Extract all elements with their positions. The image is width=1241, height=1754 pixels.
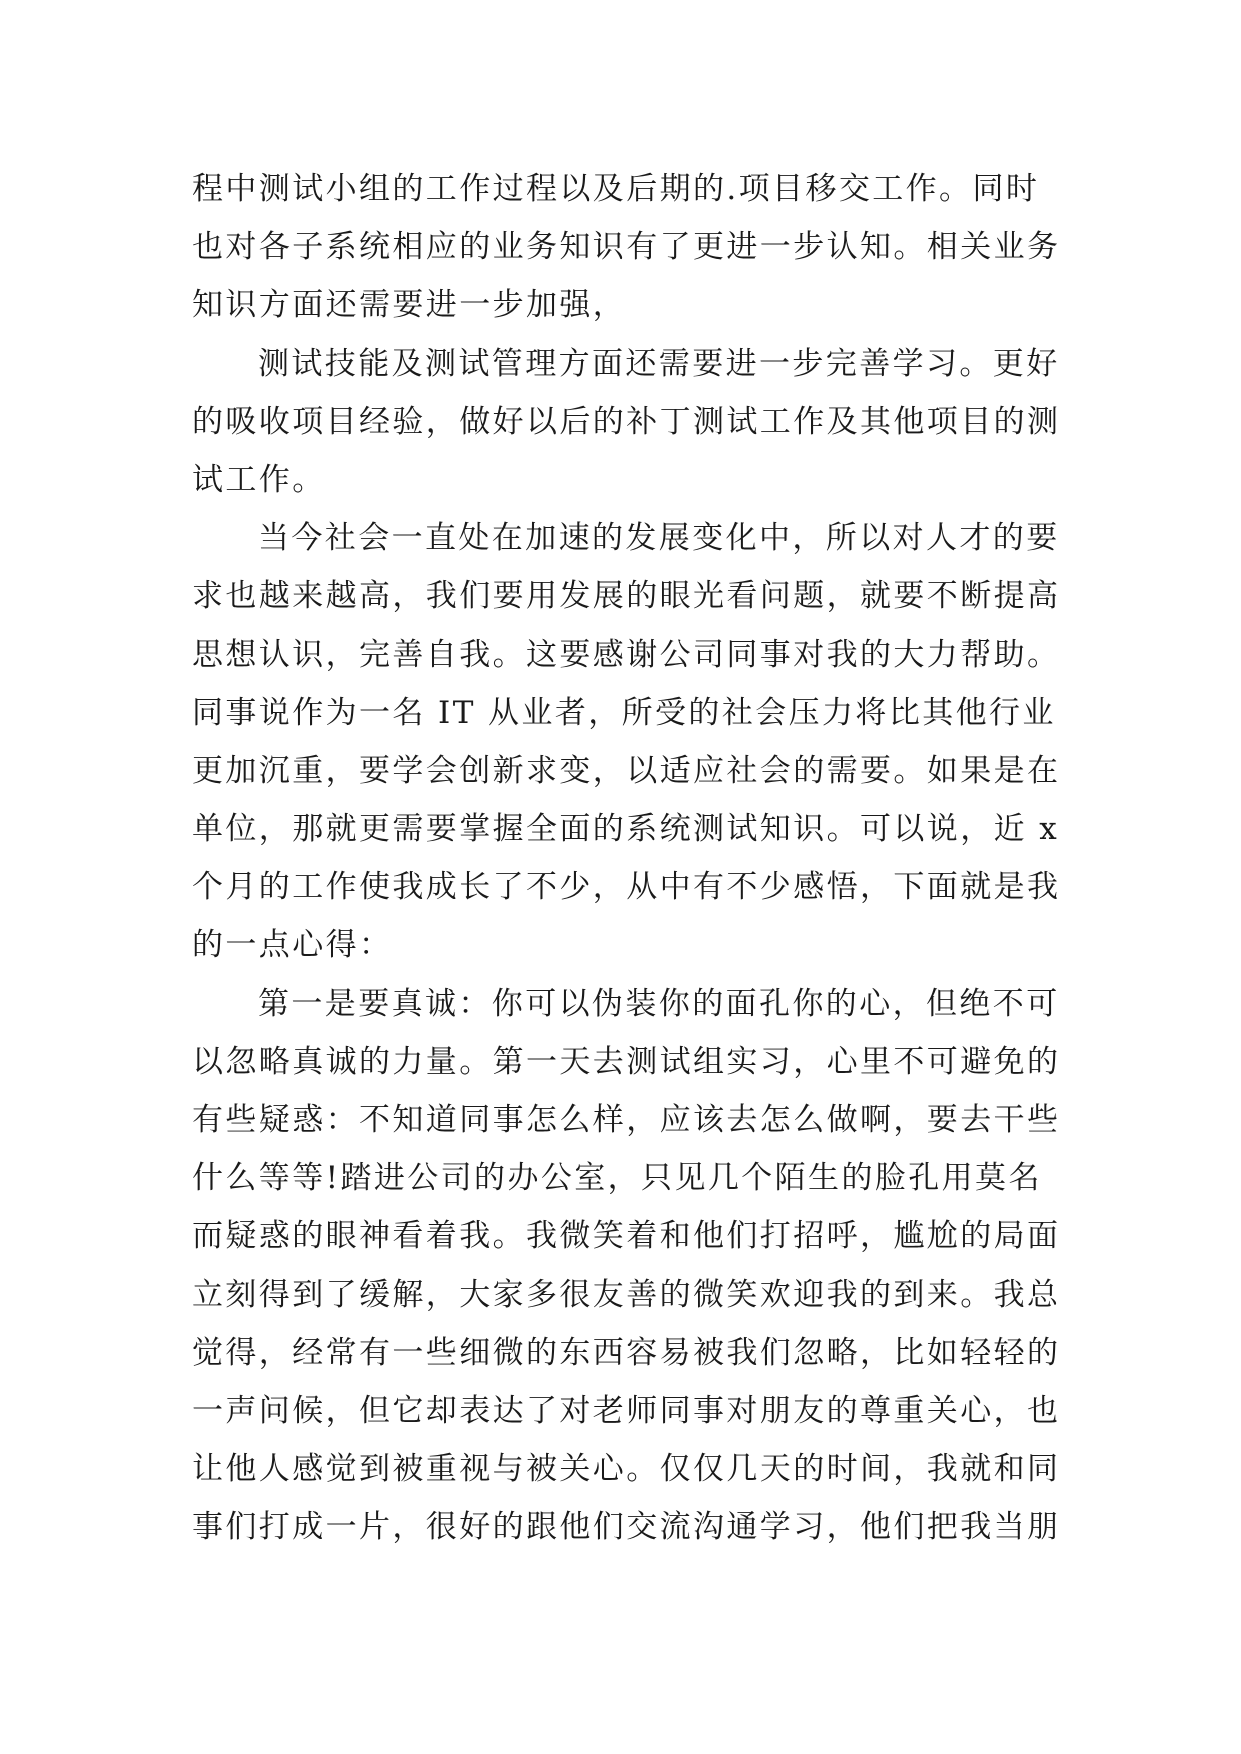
text-line: 一声问候，但它却表达了对老师同事对朋友的尊重关心，也 (192, 1392, 1061, 1429)
text-line: 更加沉重，要学会创新求变，以适应社会的需要。如果是在 (192, 752, 1061, 789)
text-line: 求也越来越高，我们要用发展的眼光看问题，就要不断提高 (192, 578, 1061, 615)
text-line: 测试技能及测试管理方面还需要进一步完善学习。更好 (258, 345, 1060, 382)
text-line: 当今社会一直处在加速的发展变化中，所以对人才的要 (258, 520, 1060, 557)
text-line: 第一是要真诚：你可以伪装你的面孔你的心，但绝不可 (258, 985, 1060, 1022)
text-line: 以忽略真诚的力量。第一天去测试组实习，心里不可避免的 (192, 1043, 1061, 1080)
text-line: 同事说作为一名 IT 从业者，所受的社会压力将比其他行业 (192, 694, 1056, 731)
text-line: 的吸收项目经验，做好以后的补丁测试工作及其他项目的测 (192, 403, 1061, 440)
text-line: 什么等等!踏进公司的办公室，只见几个陌生的脸孔用莫名 (192, 1160, 1042, 1197)
text-line: 立刻得到了缓解，大家多很友善的微笑欢迎我的到来。我总 (192, 1276, 1061, 1313)
text-line: 单位，那就更需要掌握全面的系统测试知识。可以说，近 x (192, 811, 1060, 848)
text-line: 程中测试小组的工作过程以及后期的.项目移交工作。同时 (192, 171, 1040, 207)
text-line: 也对各子系统相应的业务知识有了更进一步认知。相关业务 (192, 229, 1061, 266)
text-line: 思想认识，完善自我。这要感谢公司同事对我的大力帮助。 (192, 636, 1061, 673)
text-line: 让他人感觉到被重视与被关心。仅仅几天的时间，我就和同 (192, 1451, 1061, 1488)
text-line: 事们打成一片，很好的跟他们交流沟通学习，他们把我当朋 (192, 1509, 1061, 1546)
text-line: 有些疑惑：不知道同事怎么样，应该去怎么做啊，要去干些 (192, 1102, 1061, 1138)
text-line: 的一点心得： (192, 927, 393, 964)
text-line: 试工作。 (192, 461, 326, 498)
body-text (192, 160, 1061, 1557)
text-line: 觉得，经常有一些细微的东西容易被我们忽略，比如轻轻的 (192, 1334, 1061, 1371)
text-line: 而疑惑的眼神看着我。我微笑着和他们打招呼，尴尬的局面 (192, 1218, 1061, 1255)
text-line: 知识方面还需要进一步加强， (192, 287, 627, 324)
text-line: 个月的工作使我成长了不少，从中有不少感悟，下面就是我 (192, 869, 1061, 906)
